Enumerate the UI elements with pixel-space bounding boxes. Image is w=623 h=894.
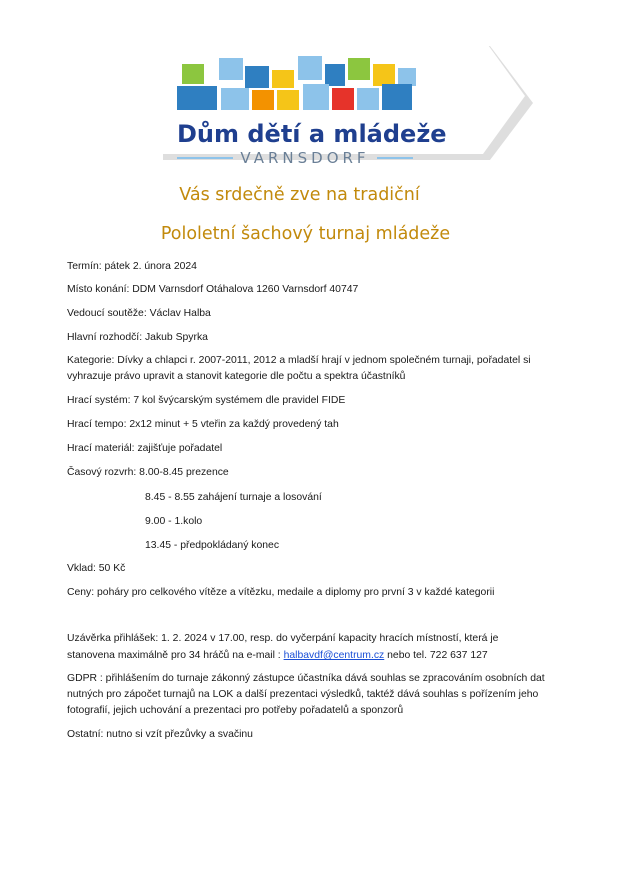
ddm-varnsdorf-logo — [155, 28, 535, 178]
info-system: Hrací systém: 7 kol švýcarským systémem dle pravidel FIDE — [67, 395, 346, 406]
info-venue: Místo konání: DDM Varnsdorf Otáhalova 1260 Varnsdorf 40747 — [67, 284, 359, 295]
heading-invitation: Vás srdečně zve na tradiční — [179, 185, 420, 205]
heading-tournament-name: Pololetní šachový turnaj mládeže — [160, 224, 451, 244]
info-categories-line1: Kategorie: Dívky a chlapci r. 2007-2011, 2012 a mladší hrají v jednom společném turnaji, pořadatel si — [67, 355, 531, 366]
info-deadline-line2 — [67, 648, 488, 663]
info-fee: Vklad: 50 Kč — [67, 563, 126, 574]
info-tempo: Hrací tempo: 2x12 minut + 5 vteřin za každý provedený tah — [67, 419, 339, 430]
schedule-item: 13.45 - předpokládaný konec — [145, 540, 280, 551]
info-date: Termín: pátek 2. února 2024 — [67, 261, 197, 272]
info-gdpr-line2: nutných pro zápočet turnajů na LOK a další prezentaci výsledků, taktéž dává souhlas s pořízením jeho — [67, 689, 539, 700]
info-material: Hrací materiál: zajišťuje pořadatel — [67, 443, 223, 454]
logo-name: Dům dětí a mládeže — [177, 120, 447, 148]
logo-town: VARNSDORF — [240, 149, 370, 167]
info-deadline-line1: Uzávěrka přihlášek: 1. 2. 2024 v 17.00, resp. do vyčerpání kapacity hracích místností, která je — [67, 633, 499, 644]
info-gdpr-line3: fotografií, jejich uchování a prezentaci pro potřeby pořadatelů a sponzorů — [67, 705, 404, 716]
info-categories-line2: vyhrazuje právo upravit a stanovit kategorie dle počtu a spektra účastníků — [67, 371, 406, 382]
email-link[interactable]: halbavdf@centrum.cz — [283, 650, 385, 661]
schedule-item: 9.00 - 1.kolo — [145, 516, 203, 527]
info-gdpr-line1: GDPR : přihlášením do turnaje zákonný zástupce účastníka dává souhlas se zpracováním osobních dat — [67, 673, 545, 684]
info-prizes: Ceny: poháry pro celkového vítěze a vítězku, medaile a diplomy pro první 3 v každé kategorii — [67, 587, 495, 598]
info-other: Ostatní: nutno si vzít přezůvky a svačinu — [67, 729, 253, 740]
deadline-text: stanovena maximálně pro 34 hráčů na e-mail : — [67, 650, 284, 661]
info-arbiter: Hlavní rozhodčí: Jakub Spyrka — [67, 332, 208, 343]
deadline-phone: nebo tel. 722 637 127 — [384, 650, 488, 661]
info-schedule: Časový rozvrh: 8.00-8.45 prezence — [67, 467, 229, 478]
info-director: Vedoucí soutěže: Václav Halba — [67, 308, 211, 319]
schedule-item: 8.45 - 8.55 zahájení turnaje a losování — [145, 492, 322, 503]
